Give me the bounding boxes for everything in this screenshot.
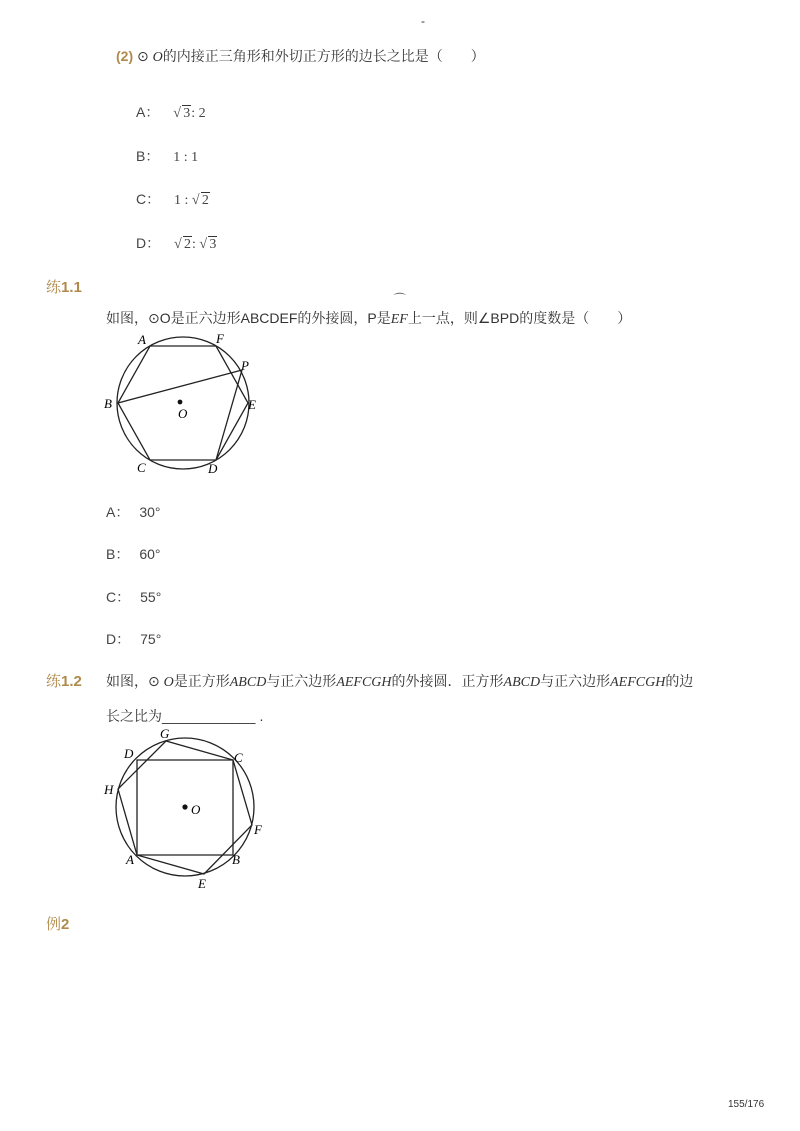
- square-hexagon-circle-figure: [100, 724, 270, 894]
- option-value: √ 3: 2: [173, 106, 205, 121]
- question-2-stem: [116, 46, 485, 66]
- ex11-option-d[interactable]: D： 75°: [106, 631, 162, 647]
- label-a: A: [126, 852, 134, 867]
- page-number: 155/176: [728, 1099, 765, 1110]
- option-letter: D：: [136, 235, 161, 251]
- label-e: E: [248, 397, 256, 412]
- label-h: H: [104, 782, 114, 797]
- label-o: O: [178, 406, 188, 421]
- label-e: E: [198, 876, 206, 891]
- label-d: D: [124, 746, 134, 761]
- q2-option-b[interactable]: [136, 146, 198, 166]
- label-b: B: [232, 852, 240, 867]
- q2-option-a[interactable]: [136, 102, 206, 122]
- answer-blank[interactable]: ____________: [162, 708, 256, 724]
- label-f: F: [216, 331, 224, 346]
- segment-bp: [118, 370, 242, 403]
- segment-pd: [216, 370, 242, 460]
- option-letter: B：: [136, 148, 160, 164]
- option-letter: A：: [136, 104, 160, 120]
- label-c: C: [137, 460, 146, 475]
- label-o: O: [191, 802, 201, 817]
- question-text: 的内接正三角形和外切正方形的边长之比是（ ）: [162, 48, 485, 64]
- exercise-1-2-label: 练1.2: [46, 673, 82, 690]
- hexagon-circle-figure: [100, 330, 270, 480]
- circle-symbol: ⊙: [137, 48, 149, 64]
- example-2-label: 例2: [46, 916, 70, 933]
- label-d: D: [208, 461, 218, 476]
- hexagon: [118, 346, 248, 460]
- option-value: √ 2: √ 3: [174, 237, 217, 252]
- arc-ef: ⌒ EF: [390, 292, 408, 327]
- label-a: A: [138, 332, 146, 347]
- exercise-1-2-line2: 长之比为____________ .: [106, 708, 264, 724]
- center-point: [182, 804, 187, 809]
- exercise-1-1-label: 练1.1: [46, 279, 82, 296]
- circumcircle: [117, 337, 249, 469]
- ex11-option-c[interactable]: C： 55°: [106, 589, 162, 605]
- exercise-1-1-stem: 如图，⊙O是正六边形ABCDEF的外接圆，P是 ⌒ EF上一点，则∠BPD的度数是（ ）: [106, 292, 632, 327]
- ex11-option-a[interactable]: A： 30°: [106, 504, 161, 520]
- q2-option-c[interactable]: [136, 189, 210, 209]
- label-b: B: [104, 396, 112, 411]
- label-c: C: [234, 750, 243, 765]
- option-value: 1 : √ 2: [174, 193, 210, 208]
- option-letter: C：: [136, 191, 161, 207]
- ex11-option-b[interactable]: B： 60°: [106, 546, 161, 562]
- q2-option-d[interactable]: [136, 233, 217, 253]
- label-g: G: [160, 726, 170, 741]
- label-f: F: [254, 822, 262, 837]
- label-p: P: [241, 358, 249, 373]
- exercise-1-2-stem: 如图，⊙ O是正方形ABCD与正六边形AEFCGH的外接圆．正方形ABCD与正六边形AEFCGH的边: [106, 673, 694, 690]
- circle-letter: O: [152, 50, 163, 65]
- center-point: [178, 400, 183, 405]
- top-mark: -: [421, 14, 425, 28]
- question-number: (2): [116, 48, 134, 64]
- option-value: 1 : 1: [173, 150, 199, 165]
